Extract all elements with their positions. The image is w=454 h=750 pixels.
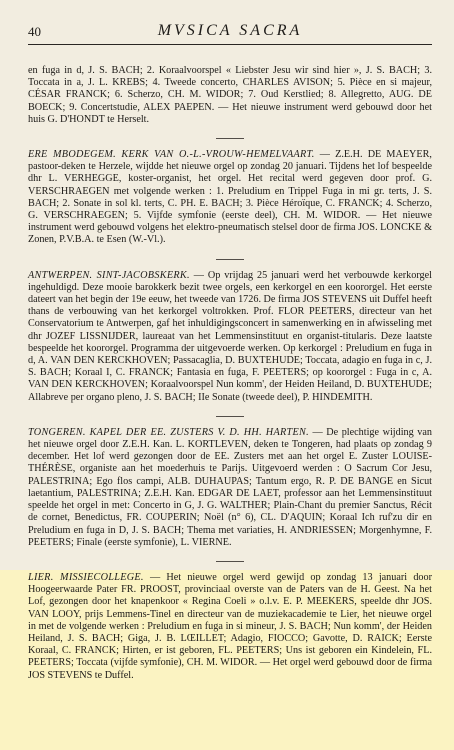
divider: [216, 259, 244, 260]
section-erembodegem: [28, 149, 432, 247]
section-title: ANTWERPEN. SINT-JACOBSKERK.: [28, 269, 190, 281]
section-text: — De plechtige wijding van het nieuwe orgel door Z.E.H. Kan. L. KORTLEVEN, deken te Tongeren, had plaats op zondag 9 december. Het lof werd gezongen door de EE. Zusters met aan het orgel E. Zuster LOUISE-THÉRÈSE, organiste aan het moederhuis te Parijs. Uitgevoerd werden : O Sacrum Cor Jesu, PALESTRINA; Ego flos campi, ALB. DUHAUPAS; Tantum ergo, R. P. DE BANGE en Sicut laetantium, PALESTRINA; Z.E.H. Kan. EDGAR DE LAET, professor aan het Lemmensinstituut speelde het orgel in met: Concerto in G, J. G. WALTHER; Plain-Chant du premier Sanctus, Récit de cornet, Benedictus, FR. COUPERIN; Noël (n° 6), CL. D'AQUIN; Koraal Ich ruf'zu dir en Preludium en fuga in D, J. S. BACH; Thema met variaties, H. ANDRIESSEN; Morgenhymne, F. PEETERS; Finale (eerste symfonie), L. VIERNE.: [28, 426, 433, 548]
section-paragraph: [28, 149, 432, 247]
running-title: MVSICA SACRA: [157, 22, 303, 39]
page-header: [28, 22, 432, 45]
page-number: 40: [28, 24, 41, 39]
section-text: — Het nieuwe orgel werd gewijd op zondag 13 januari door Hoogeerwaarde Pater FR. PROOST, provinciaal overste van de Paters van de H. Geest. Na het Lof, gezongen door het knapenkoor « Regina Coeli » o.l.v. E. P. MEEKERS, speelde dhr JOS. VAN LOOY, prijs Lemmens-Tinel en directeur van de muziekacademie te Lier, het nieuwe orgel in met de volgende werken : Preludium en fuga in si mineur, J. S. BACH; Nun komm', der Heiden Heiland, J. S. BACH; Giga, J. B. LŒILLET; Adagio, FIOCCO; Gavotte, D. RAICK; Eerste Koraal, C. FRANCK; Hirten, er ist geboren, FL. PEETERS; Uns ist geboren ein Kindelein, FL. PEETERS; Toccata (vijfde symfonie), CH. M. WIDOR. — Het orgel werd gebouwd door de firma JOS STEVENS te Duffel.: [28, 571, 432, 681]
section-lier: [28, 572, 432, 682]
divider: [216, 561, 244, 562]
section-title: LIER. MISSIECOLLEGE.: [28, 571, 144, 583]
section-antwerpen: [28, 270, 432, 404]
section-paragraph: [28, 270, 432, 404]
section-continuation: [28, 65, 432, 126]
section-text: en fuga in d, J. S. BACH; 2. Koraalvoorspel « Liebster Jesu wir sind hier », J. S. BACH; 3. Toccata in a, J. L. KREBS; 4. Tweede concerto, CHARLES AVISON; 5. Pièce en si majeur, CÉSAR FRANCK; 6. Scherzo, CH. M. WIDOR; 7. Oud Kerstlied; 8. Allegretto, AUG. DE BOECK; 9. Concertstudie, ALEX PAEPEN. — Het nieuwe instrument werd gebouwd door het huis G. D'HONDT te Herselt.: [28, 65, 432, 125]
section-title: ERE MBODEGEM. KERK VAN O.-L.-VROUW-HEMELVAART.: [28, 149, 315, 161]
section-paragraph: [28, 572, 432, 682]
section-paragraph: [28, 427, 432, 549]
section-tongeren: [28, 427, 432, 549]
divider: [216, 416, 244, 417]
article-content: [28, 65, 432, 694]
divider: [216, 138, 244, 139]
section-text: — Z.E.H. DE MAEYER, pastoor-deken te Herzele, wijdde het nieuwe orgel op zondag 20 januari. Tijdens het lof bespeelde dhr L. VERHEGGE, koster-organist, het orgel. Het recital werd gegeven door prof. G. VERSCHRAEGEN met volgende werken : 1. Preludium en Trippel Fuga in mi gr. terts, J. S. BACH; 2. Sonate in sol kl. terts, C. PH. E. BACH; 3. Pièce Héroïque, C. FRANCK; 4. Scherzo, G. VERSCHRAEGEN; 5. Vijfde symfonie (eerste deel), CH. M. WIDOR. — Het nieuwe instrument werd gebouwd volgens het elektro-pneumatisch stelsel door de firma JOS. LONCKE & Zonen, P.V.B.A. te Esen (W.-Vl.).: [28, 149, 432, 246]
section-text: — Op vrijdag 25 januari werd het verbouwde kerkorgel ingehuldigd. Deze mooie barokkerk bezit twee orgels, een kerkorgel en een koororgel. Het eerste dateert van het begin der 19e eeuw, het tweede van 1726. De firma JOS STEVENS uit Duffel heeft thans de verbouwing van het kerkorgel voltrokken. Prof. FLOR PEETERS, directeur van het Conservatorium te Antwerpen, gaf het inhuldigingsconcert in samenwerking en in afwisseling met dhr JOZEF LISSNIJDER, laureaat van het Lemmensinstituut en organist-titularis. Deze laatste bespeelde het koororgel. Programma der uitgevoerde werken. Op kerkorgel : Preludium en fuga in d, A. VAN DEN KERCKHOVEN; Passacaglia, D. BUXTEHUDE; Toccata, adagio en fuga in c, J. S. BACH; Koraal I, C. FRANCK; Fantasia en fuga, F. PEETERS; op koororgel : Fuga in c, A. VAN DEN KERCKHOVEN; Koraalvoorspel Nun komm', der Heiden Heiland, D. BUXTEHUDE; Allabreve per organo pleno, J. S. BACH; IIe Sonate (tweede deel), P. HINDEMITH.: [28, 269, 432, 403]
section-title: TONGEREN. KAPEL DER EE. ZUSTERS V. D. HH. HARTEN.: [28, 426, 309, 438]
